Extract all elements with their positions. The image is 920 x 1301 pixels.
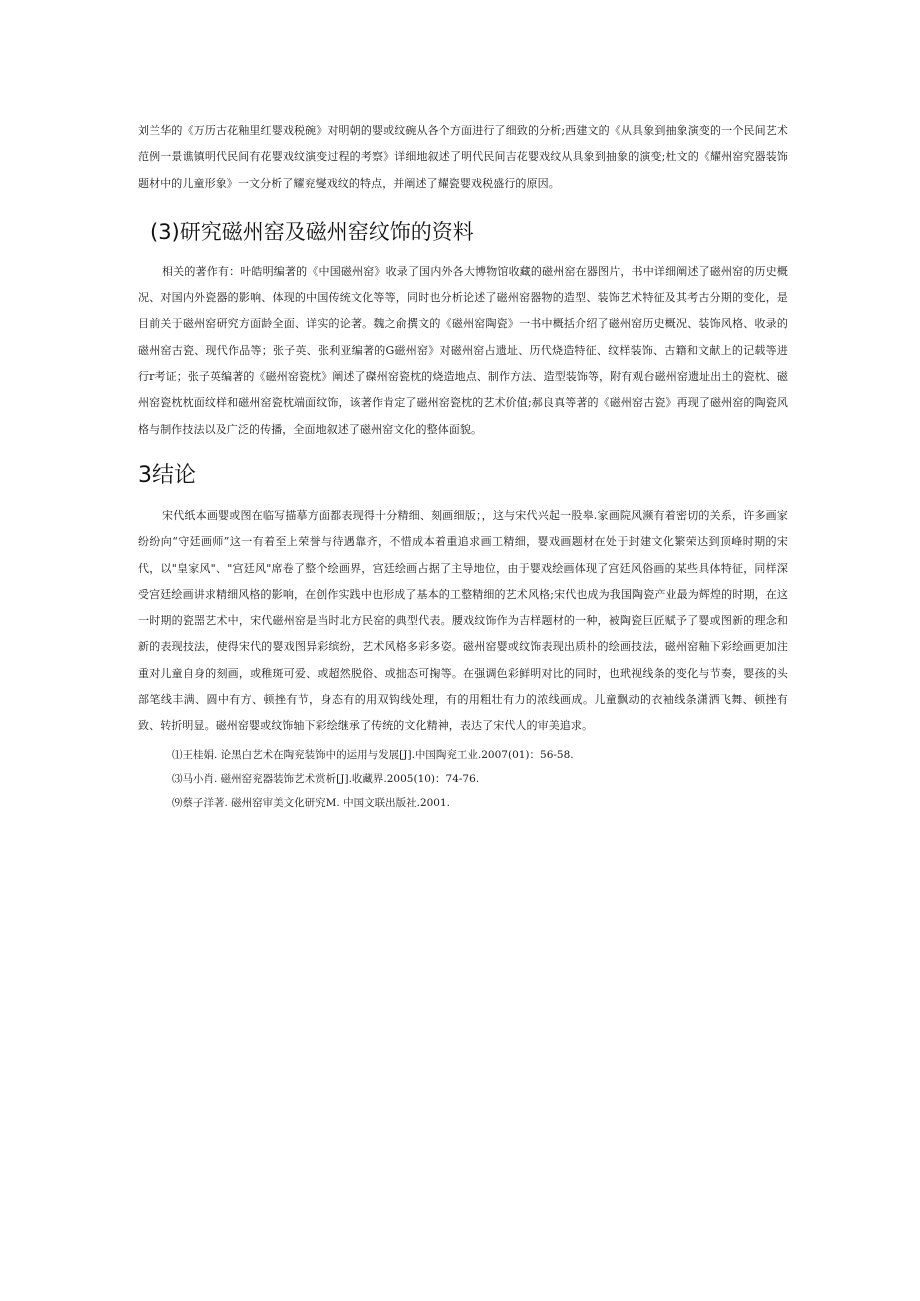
- section-3-heading: (3)研究磁州窑及磁州窑纹饰的资料: [150, 219, 474, 244]
- reference-item: ⑶马小肖. 磁州窑兖器装饰艺术赏析[J].收藏界.2005(10)：74-76.: [172, 772, 480, 785]
- reference-list: [138, 743, 788, 815]
- section-3-paragraph: 相关的著作有：叶皓明编著的《中国磁州窑》收录了国内外各大博物馆收藏的磁州窑在器图片，书中详细阐述了磁州窑的历史概况、对国内外瓷器的影响、体现的中国传统文化等等，同时也分析论述了磁州窑器物的造型、装饰艺术特征及其考古分期的变化，是目前关于磁州窑研究方面龄全面、详实的论著。魏之俞撰文的《磁州窑陶瓷》一书中概括介绍了磁州窑历史概况、装饰风格、收录的磁州窑古瓷、现代作品等；张子英、张利亚编著的G磁州窑》对磁州窑占遗址、历代烧造特征、纹样装饰、古籍和文献上的记载等进行r考证；张子英编著的《磁州窑瓷枕》阐述了磔州窑瓷枕的烧造地点、制作方法、造型装饰等，附有观台磁州窑遗址出土的瓷枕、磁州窑瓷枕枕面纹样和磁州窑瓷枕端面纹饰，该著作肯定了磁州窑瓷枕的艺术价值;郝良真等著的《磁州窑古瓷》再现了磁州窑的陶瓷风格与制作技法以及广泛的传播，全面地叙述了磁州窑文化的整体面貌。: [138, 264, 788, 436]
- document-page: [138, 118, 788, 815]
- conclusion-heading: 3结论: [138, 462, 196, 488]
- conclusion-paragraph: 宋代纸本画婴或图在临写描摹方面都表现得十分精细、刻画细版；，这与宋代兴起一股皋.家画院风濒有着密切的关系，许多画家纷纷向“守廷画师”这一有着至上荣誉与待遇靠齐，不惜成本着重追求画工精细，婴戏画题材在处于封建文化繁荣达到顶峰时期的宋代，以"皇家风"、"宫廷风"席卷了整个绘画界，宫廷绘画占据了主导地位，由于婴戏绘画体现了宫廷风俗画的某些具体特征，同样深受宫廷绘画讲求精细风格的影响，在创作实践中也形成了基本的工整精细的艺术风格;宋代也成为我国陶瓷产业最为辉煌的时期，在这一时期的瓷噐艺术中，宋代磁州窑是当时北方民窑的典型代表。腰戏纹饰作为吉样题材的一种，被陶瓷巨匠赋予了婴或图新的理念和新的表现技法，使得宋代的婴戏图异彩缤纷，艺术风格多彩多姿。磁州窑婴或纹饰表现出质朴的绘画技法，磁州窑釉下彩绘画更加注重对儿童自身的刻画，或稚斑可爱、或超然脱俗、或拙态可掬等。在强调色彩鲜明对比的同时，也玳视线条的变化与节奏，婴孩的头部笔线丰满、圆中有方、顿挫有节，身态有的用双钩线处理，有的用粗壮有力的浓线画成。儿童飘动的衣袖线条潇洒飞舞、顿挫有致、转折明显。磁州窑婴或纹饰轴下彩绘继承了传统的文化精神，表达了宋代人的审美追求。: [138, 508, 788, 733]
- intro-paragraph: 刘兰华的《万历古花釉里红婴戏税碗》对明朝的婴或纹碗从各个方面进行了细致的分析;西建文的《从具象到抽象演变的一个民间艺术范例一景谯镇明代民间有花婴戏纹演变过程的考察》详细地叙述了明代民间吉花婴戏纹从具象到抽象的演变;杜文的《耀州窑究器装饰题材中的儿童形象》一文分析了耀兖燮戏纹的特点，并阐述了耀瓷婴戏税盛行的原因。: [138, 124, 788, 190]
- reference-item: ⑼蔡子洋著. 磁州窑审美文化研究M. 中国文联出版社.2001.: [172, 796, 450, 809]
- reference-item: ⑴王桂娟. 论黑白艺术在陶兖装饰中的运用与发展[J].中国陶兖工业.2007(01)：56-58.: [172, 748, 574, 761]
